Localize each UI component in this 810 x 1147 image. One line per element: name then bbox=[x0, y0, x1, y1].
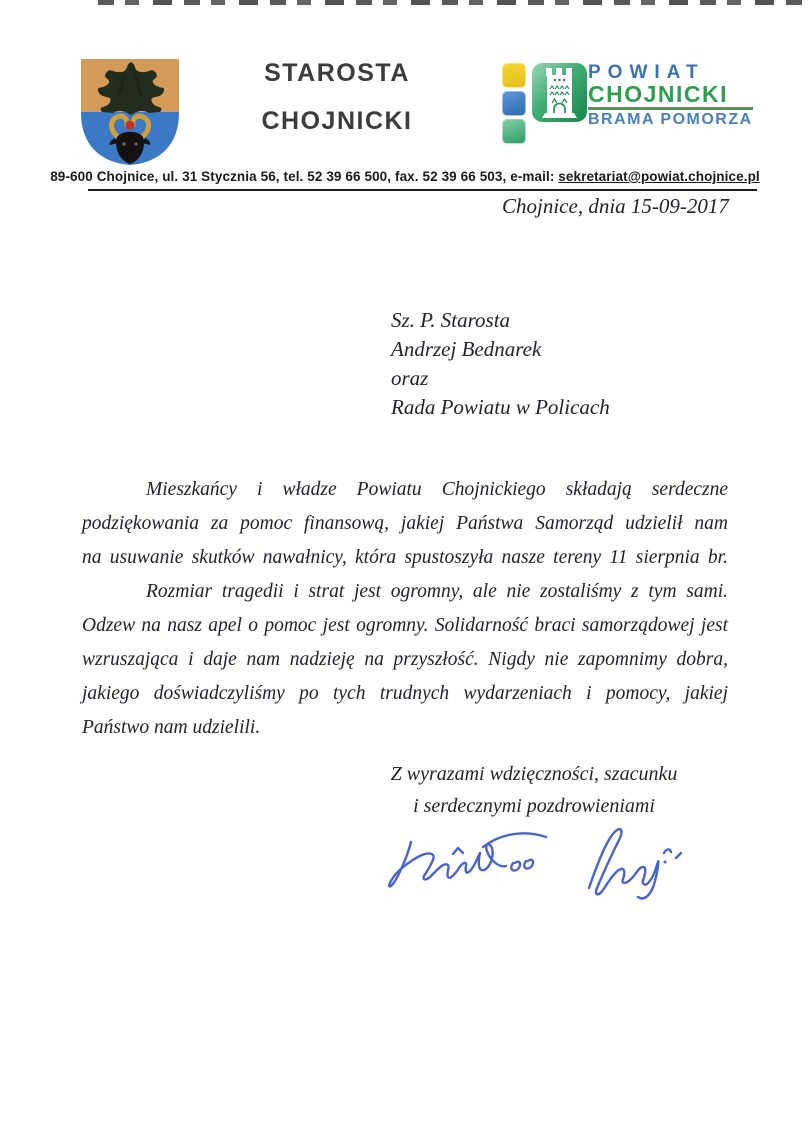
logo-square-yellow-icon bbox=[502, 63, 526, 88]
letterhead-divider bbox=[88, 189, 757, 191]
handwritten-signature bbox=[383, 824, 705, 910]
logo-square-green-icon bbox=[502, 119, 526, 144]
recipient-line: oraz bbox=[391, 366, 429, 390]
body-line: wzruszająca i daje nam nadzieję na przyszłość. Nigdy nie zapomnimy dobra, bbox=[82, 649, 728, 670]
closing-block bbox=[383, 758, 685, 822]
body-line: Państwo nam udzielili. bbox=[82, 717, 261, 738]
scan-artifact-top-edge bbox=[98, 0, 810, 5]
recipient-line: Sz. P. Starosta bbox=[391, 308, 511, 332]
closing-line2: i serdecznymi pozdrowieniami bbox=[413, 795, 655, 817]
logo-green-rule bbox=[588, 107, 753, 110]
logo-text-brama-pomorza: BRAMA POMORZA bbox=[588, 111, 753, 128]
logo-text-powiat: POWIAT bbox=[588, 62, 705, 83]
recipient-block bbox=[391, 306, 610, 422]
powiat-chojnicki-logo bbox=[500, 60, 755, 155]
date-line: Chojnice, dnia 15-09-2017 bbox=[502, 194, 729, 218]
email-address: sekretariat@powiat.chojnice.pl bbox=[558, 169, 760, 184]
gate-tower-icon bbox=[531, 62, 588, 123]
signature-ink-icon bbox=[383, 824, 705, 910]
body-line: podziękowania za pomoc finansową, jakiej Państwa Samorząd udzielił nam bbox=[82, 513, 728, 534]
closing-line1: Z wyrazami wdzięczności, szacunku bbox=[390, 763, 678, 785]
letter-body bbox=[82, 473, 728, 745]
recipient-line: Andrzej Bednarek bbox=[391, 337, 542, 361]
coat-of-arms bbox=[75, 55, 185, 167]
body-line: Odzew na nasz apel o pomoc jest ogromny. Solidarność braci samorządowej jest bbox=[82, 615, 728, 636]
address-text: 89-600 Chojnice, ul. 31 Stycznia 56, tel. 52 39 66 500, fax. 52 39 66 503, e-mail: bbox=[50, 169, 559, 184]
logo-color-squares bbox=[502, 63, 526, 147]
recipient-line: Rada Powiatu w Policach bbox=[391, 395, 610, 419]
logo-square-blue-icon bbox=[502, 91, 526, 116]
body-line: Mieszkańcy i władze Powiatu Chojnickiego składają serdeczne bbox=[146, 479, 728, 500]
coat-of-arms-icon bbox=[75, 55, 185, 167]
body-line: jakiego doświadczyliśmy po tych trudnych wydarzeniach i pomocy, jakiej bbox=[82, 683, 728, 704]
body-line: na usuwanie skutków nawałnicy, która spustoszyła nasze tereny 11 sierpnia br. bbox=[82, 547, 728, 568]
sender-title-line1: STAROSTA bbox=[264, 59, 410, 87]
sender-title-line2: CHOJNICKI bbox=[261, 107, 413, 135]
body-line: Rozmiar tragedii i strat jest ogromny, ale nie zostaliśmy z tym sami. bbox=[146, 581, 728, 602]
letterhead-address bbox=[0, 169, 810, 184]
logo-text-chojnicki: CHOJNICKI bbox=[588, 81, 729, 107]
